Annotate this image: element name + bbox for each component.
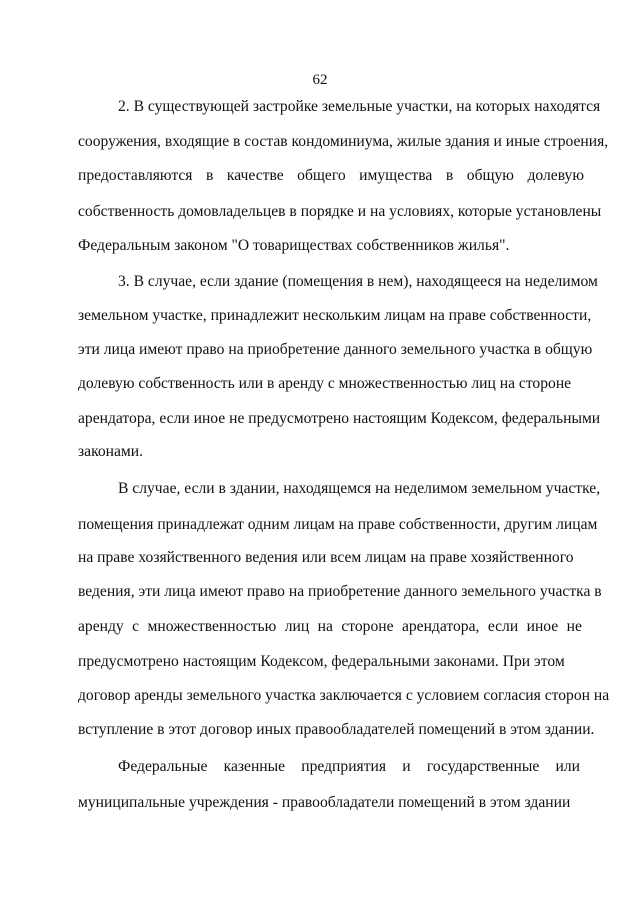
word: арендатора, — [401, 618, 480, 635]
word: в — [445, 167, 454, 184]
text-line: 3. В случае, если здание (помещения в нем), находящееся на неделимом — [118, 273, 598, 290]
text-line: вступление в этот договор иных правообладателей помещений в этом здании. — [78, 721, 595, 738]
text-line: договор аренды земельного участка заключается с условием согласия сторон на — [78, 687, 610, 704]
text-line: муниципальные учреждения - правообладатели помещений в этом здании — [78, 794, 571, 811]
word: казенные — [223, 758, 286, 775]
word: или — [555, 758, 580, 775]
text-line: собственность домовладельцев в порядке и на условиях, которые установлены — [78, 203, 602, 220]
text-line-justified — [78, 616, 582, 638]
text-line: Федеральным законом "О товариществах собственников жилья". — [78, 237, 510, 254]
text-line: эти лица имеют право на приобретение данного земельного участка в общую — [78, 341, 593, 358]
word: предоставляются — [78, 167, 193, 184]
text-line-justified — [78, 165, 584, 187]
text-line: арендатора, если иное не предусмотрено настоящим Кодексом, федеральными — [78, 410, 601, 427]
text-line: законами. — [78, 443, 144, 460]
text-line: на праве хозяйственного ведения или всем лицам на праве хозяйственного — [78, 549, 574, 566]
word: и — [402, 758, 411, 775]
word: общую — [466, 167, 514, 184]
text-line: ведения, эти лица имеют право на приобретение данного земельного участка в — [78, 583, 602, 600]
text-line-justified — [118, 756, 580, 778]
word: имущества — [359, 167, 433, 184]
word: с — [132, 618, 140, 635]
word: государственные — [426, 758, 540, 775]
word: Федеральные — [118, 758, 208, 775]
word: качестве — [226, 167, 284, 184]
page-number: 62 — [312, 72, 328, 88]
word: на — [317, 618, 333, 635]
word: множественностью — [147, 618, 277, 635]
text-line: предусмотрено настоящим Кодексом, федеральными законами. При этом — [78, 653, 565, 670]
word: предприятия — [301, 758, 387, 775]
word: не — [566, 618, 582, 635]
text-line: долевую собственность или в аренду с множественностью лиц на стороне — [78, 375, 572, 392]
word: долевую — [527, 167, 584, 184]
word: иное — [526, 618, 559, 635]
word: общего — [297, 167, 346, 184]
word: лиц — [284, 618, 310, 635]
text-line: помещения принадлежат одним лицам на праве собственности, другим лицам — [78, 516, 598, 533]
word: аренду — [78, 618, 124, 635]
text-line: земельном участке, принадлежит нескольким лицам на праве собственности, — [78, 307, 592, 324]
text-line: 2. В существующей застройке земельные участки, на которых находятся — [118, 98, 601, 115]
word: в — [206, 167, 214, 184]
word: если — [487, 618, 519, 635]
text-line: сооружения, входящие в состав кондоминиума, жилые здания и иные строения, — [78, 133, 609, 150]
text-line: В случае, если в здании, находящемся на неделимом земельном участке, — [118, 480, 601, 497]
word: стороне — [341, 618, 394, 635]
